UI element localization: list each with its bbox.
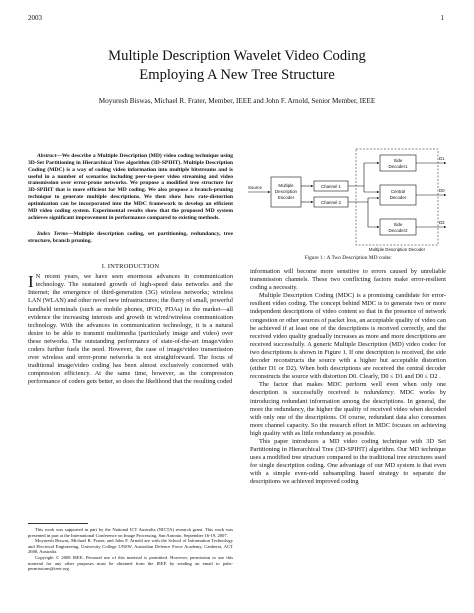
channel1-route (348, 163, 379, 186)
d0-label: D0 (439, 188, 445, 193)
paper-title (30, 47, 444, 85)
footnote-rule (28, 523, 88, 524)
abstract (28, 153, 233, 221)
channel2-route (348, 202, 379, 227)
section-heading-introduction: I. INTRODUCTION (101, 263, 160, 271)
encoder-label-2: Description (275, 189, 297, 194)
paragraph-continued: information will become more sensitive to errors caused by unreliable transmission channels. These two conflicting factors make error-resilient coding a necessity. (250, 268, 446, 292)
channel1-label: Channel 1 (320, 184, 342, 189)
redundancy-text-b: . MDC works by introducing redundant information among the descriptions. In general, the more the redundancy, the higher the quality of received video when decoded with only one of the descriptions. Of course, redundant data also consumes more channel capacity. So the research effort in MDC focuses on achieving high quality with as little redundancy as possible. (250, 389, 446, 437)
title-line-1: Multiple Description Wavelet Video Coding (108, 48, 366, 64)
intro-paragraph (28, 273, 233, 386)
abstract-lead: Abstract (37, 153, 57, 159)
footnote-copyright: Copyright © 2008 IEEE. Personal use of this material is permitted. However, permission to use this material for any other purposes must be obtained from the IEEE by sending an email to pubs-permissions@ieee.org (28, 554, 233, 572)
page-number: 1 (440, 14, 444, 22)
paragraph-mdc-concept: Multiple Description Coding (MDC) is a promising candidate for error-resilient video coding. The concept behind MDC is to generate two or more independent descriptions of video content so that in the presence of network congestion or other sources of packet loss, an acceptable quality of video can be achieved if at least one of the descriptions is received correctly, and the received video quality gradually increases as more and more descriptions are received successfully. A generic Multiple Description (MD) video codec for two descriptions is shown in Figure 1. If one description is received, the side decoder reconstructs the source with a higher but acceptable distortion (either D1 or D2). When both descriptions are received the central decoder reconstructs the source with distortion D0. Clearly, D0 ≤ D1 and D0 ≤ D2 . (250, 292, 446, 381)
md-codec-figure (246, 147, 451, 255)
index-terms (28, 231, 233, 245)
side-decoder1-label-2: Decoder1 (388, 164, 408, 169)
footnote-affiliation: Moyuresh Biswas, Michael R. Frater, and John F. Arnold are with the School of Information Technology and Electrical Engineering, University College UNSW, Australian Defence Force Academy, Canberra, ACT 2600, Australia. (28, 538, 233, 555)
d2-label: D2 (439, 220, 445, 225)
index-terms-text: —Multiple description coding, set partitioning, redundancy, tree structure, branch pruning. (28, 231, 233, 245)
d1-label: D1 (439, 156, 445, 161)
footnote-funding: This work was supported in part by the National ICT Australia (NICTA) research grant. This work was presented in part at the International Conference on Image Processing, San Antonio, September 16-19, 2007. (28, 527, 233, 538)
channel2-to-central (368, 198, 379, 202)
intro-text: N recent years, we have seen enormous advances in communication technology. The sustained growth of high-speed data networks and the Internet; the emergence of third-generation (3G) wireless networks; wireless LAN (WLAN) and other novel new infrastructures; the flurry of small, powerful handheld terminals (such as mobile phones, iPOD, PDAs) in the market—all evidence the increasing interests and growth in wired/wireless communication technology. With the advances in communication technology, it is a natural desire to be able to transmit multimedia (particularly image and video) over these networks. The outstanding performance of state-of-the-art image/video coders further fuels the need. However, the case of image/video transmission over wireless and error-prone networks is not straightforward. The focus of traditional image/video coding has been almost exclusively concerned with compression efficiency. At the same time, however, as the compression performance of coders gets better, so does the likelihood that the resulting coded (28, 273, 233, 386)
side-decoder2-label-2: Decoder2 (388, 228, 408, 233)
paragraph-redundancy (250, 381, 446, 438)
channel1-to-central (364, 186, 379, 192)
title-line-2: Employing A New Tree Structure (139, 67, 335, 83)
channel2-label: Channel 2 (320, 200, 342, 205)
central-decoder-label-1: Central (390, 189, 406, 194)
drop-cap: I (28, 272, 34, 292)
footnotes (28, 527, 233, 572)
redundancy-emphasis: redundancy (363, 389, 394, 397)
redundancy-text-a: The factor that makes MDC perform well even when only one description is successfully received is (250, 381, 446, 397)
decoder-group-label: Multiple Description Decoder (368, 247, 426, 252)
side-decoder1-label-1: Side (393, 158, 403, 163)
encoder-label-3: Encoder (277, 195, 295, 200)
abstract-text: —We describe a Multiple Description (MD) video coding technique using 3D-Set Partitioning in Hierarchical Tree algorithm (3D-SPIHT). Multiple Description Coding (MDC) is a way of coding video information into multiple bitstreams and is useful in a number of scenarios including peer-to-peer video streaming and video transmission over error-prone networks. We propose a modified tree structure for 3D-SPIHT that is more efficient for MD coding. We also propose a branch-pruning technique to generate multiple descriptions. We then show how rate-distortion optimization can be incorporated into the MDC framework to develop an efficient MD video coding system. Experimental results show that the proposed MD system achieves significant improvement in performance compared to existing methods. (28, 153, 233, 221)
header-year: 2003 (28, 14, 42, 22)
right-column (250, 268, 446, 487)
encoder-label-1: Multiple (278, 183, 294, 188)
figure-caption: Figure 1 : A Two Description MD codec (304, 255, 392, 261)
author-line: Moyuresh Biswas, Michael R. Frater, Member, IEEE and John F. Arnold, Senior Member, IEEE (98, 97, 376, 105)
side-decoder2-label-1: Side (393, 222, 403, 227)
paragraph-contribution: This paper introduces a MD video coding technique with 3D Set Partitioning in Hierarchical Tree (3D-SPIHT) algorithm. Our MD technique uses a modified tree structure compared to the traditional tree structures used for single description coding. One advantage of our MD system is that even with a simple even-odd subsampling based strategy to separate the descriptions we achieved improved coding (250, 437, 446, 486)
index-terms-lead: Index Terms (37, 231, 68, 238)
central-decoder-label-2: Decoder (389, 195, 407, 200)
source-label: Source (248, 185, 262, 190)
left-column (28, 153, 233, 386)
